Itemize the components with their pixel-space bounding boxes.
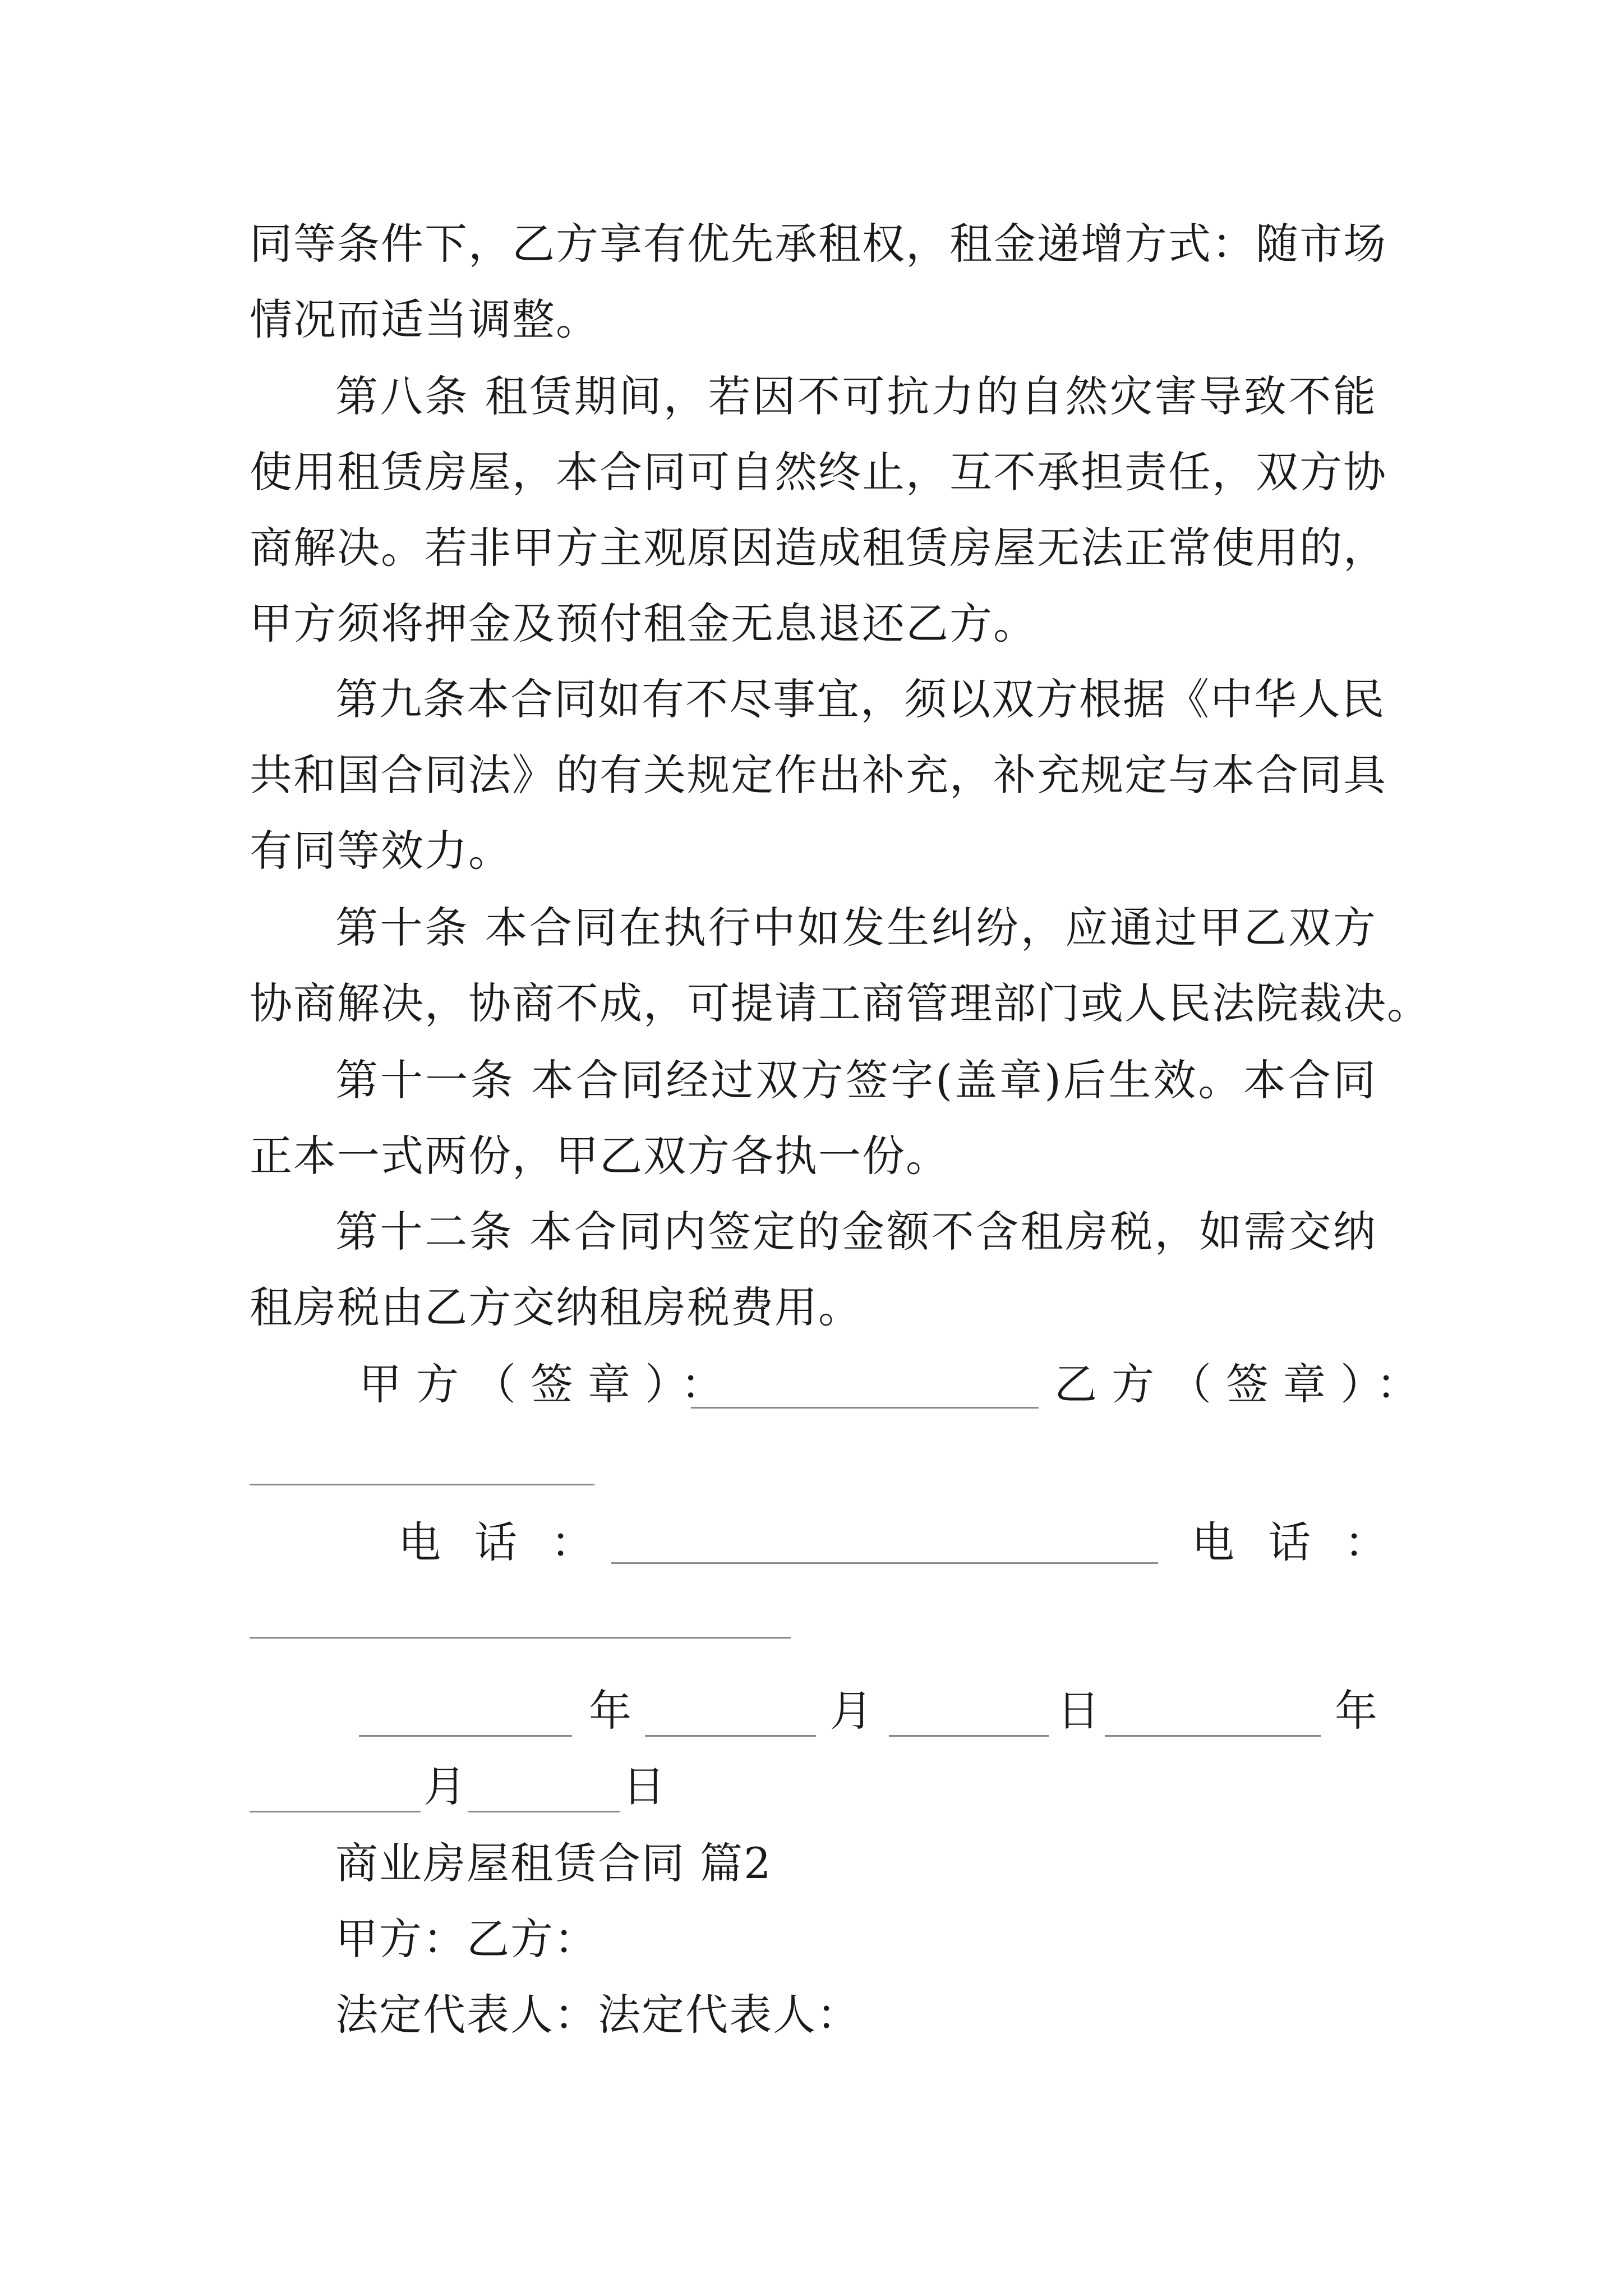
paragraph-line: 正本一式两份，甲乙双方各执一份。 (250, 1131, 949, 1181)
date-a-month-blank (645, 1735, 816, 1737)
date-a-month-label: 月 (830, 1686, 873, 1736)
paragraph-line: 租房税由乙方交纳租房税费用。 (250, 1282, 862, 1332)
paragraph-line: 商解决。若非甲方主观原因造成租赁房屋无法正常使用的， (250, 523, 1387, 573)
party-b-signature-label: 乙方（签章）： (1054, 1359, 1433, 1409)
date-a-day-label: 日 (1057, 1686, 1100, 1736)
section-2-title: 商业房屋租赁合同 篇2 (335, 1838, 772, 1888)
date-b-year-blank (1105, 1735, 1321, 1737)
section-2-parties: 甲方：乙方： (335, 1914, 598, 1964)
date-b-month-blank (250, 1811, 421, 1812)
party-a-signature-label: 甲方（签章）： (359, 1359, 738, 1409)
date-b-year-label: 年 (1335, 1686, 1377, 1736)
paragraph-line: 共和国合同法》的有关规定作出补充，补充规定与本合同具 (250, 750, 1387, 800)
paragraph-line: 情况而适当调整。 (250, 295, 600, 344)
party-b-phone-blank (250, 1637, 791, 1639)
article-12-heading-line: 第十二条 本合同内签定的金额不含租房税，如需交纳 (335, 1207, 1377, 1257)
date-b-day-blank (468, 1811, 620, 1812)
paragraph-line: 协商解决，协商不成，可提请工商管理部门或人民法院裁决。 (250, 978, 1431, 1028)
party-a-signature-blank (691, 1407, 1039, 1409)
date-b-month-label: 月 (423, 1761, 466, 1811)
party-b-phone-label: 电话： (1192, 1517, 1421, 1567)
date-a-year-blank (359, 1735, 572, 1737)
article-11-heading-line: 第十一条 本合同经过双方签字(盖章)后生效。本合同 (335, 1055, 1377, 1105)
paragraph-line: 使用租赁房屋，本合同可自然终止，互不承担责任，双方协 (250, 447, 1387, 497)
party-a-phone-blank (611, 1562, 1158, 1564)
party-a-phone-label: 电话： (398, 1517, 627, 1567)
date-a-year-label: 年 (589, 1686, 631, 1736)
paragraph-line: 甲方须将押金及预付租金无息退还乙方。 (250, 599, 1037, 648)
article-8-heading-line: 第八条 租赁期间，若因不可抗力的自然灾害导致不能 (335, 371, 1377, 421)
date-a-day-blank (889, 1735, 1049, 1737)
paragraph-line: 同等条件下，乙方享有优先承租权，租金递增方式：随市场 (250, 219, 1387, 269)
party-b-signature-blank (250, 1484, 594, 1485)
article-9-heading-line: 第九条本合同如有不尽事宜，须以双方根据《中华人民 (335, 674, 1385, 724)
paragraph-line: 有同等效力。 (250, 826, 512, 876)
section-2-legal-representatives: 法定代表人：法定代表人： (335, 1990, 860, 2040)
article-10-heading-line: 第十条 本合同在执行中如发生纠纷，应通过甲乙双方 (335, 903, 1377, 953)
date-b-day-label: 日 (623, 1761, 665, 1811)
